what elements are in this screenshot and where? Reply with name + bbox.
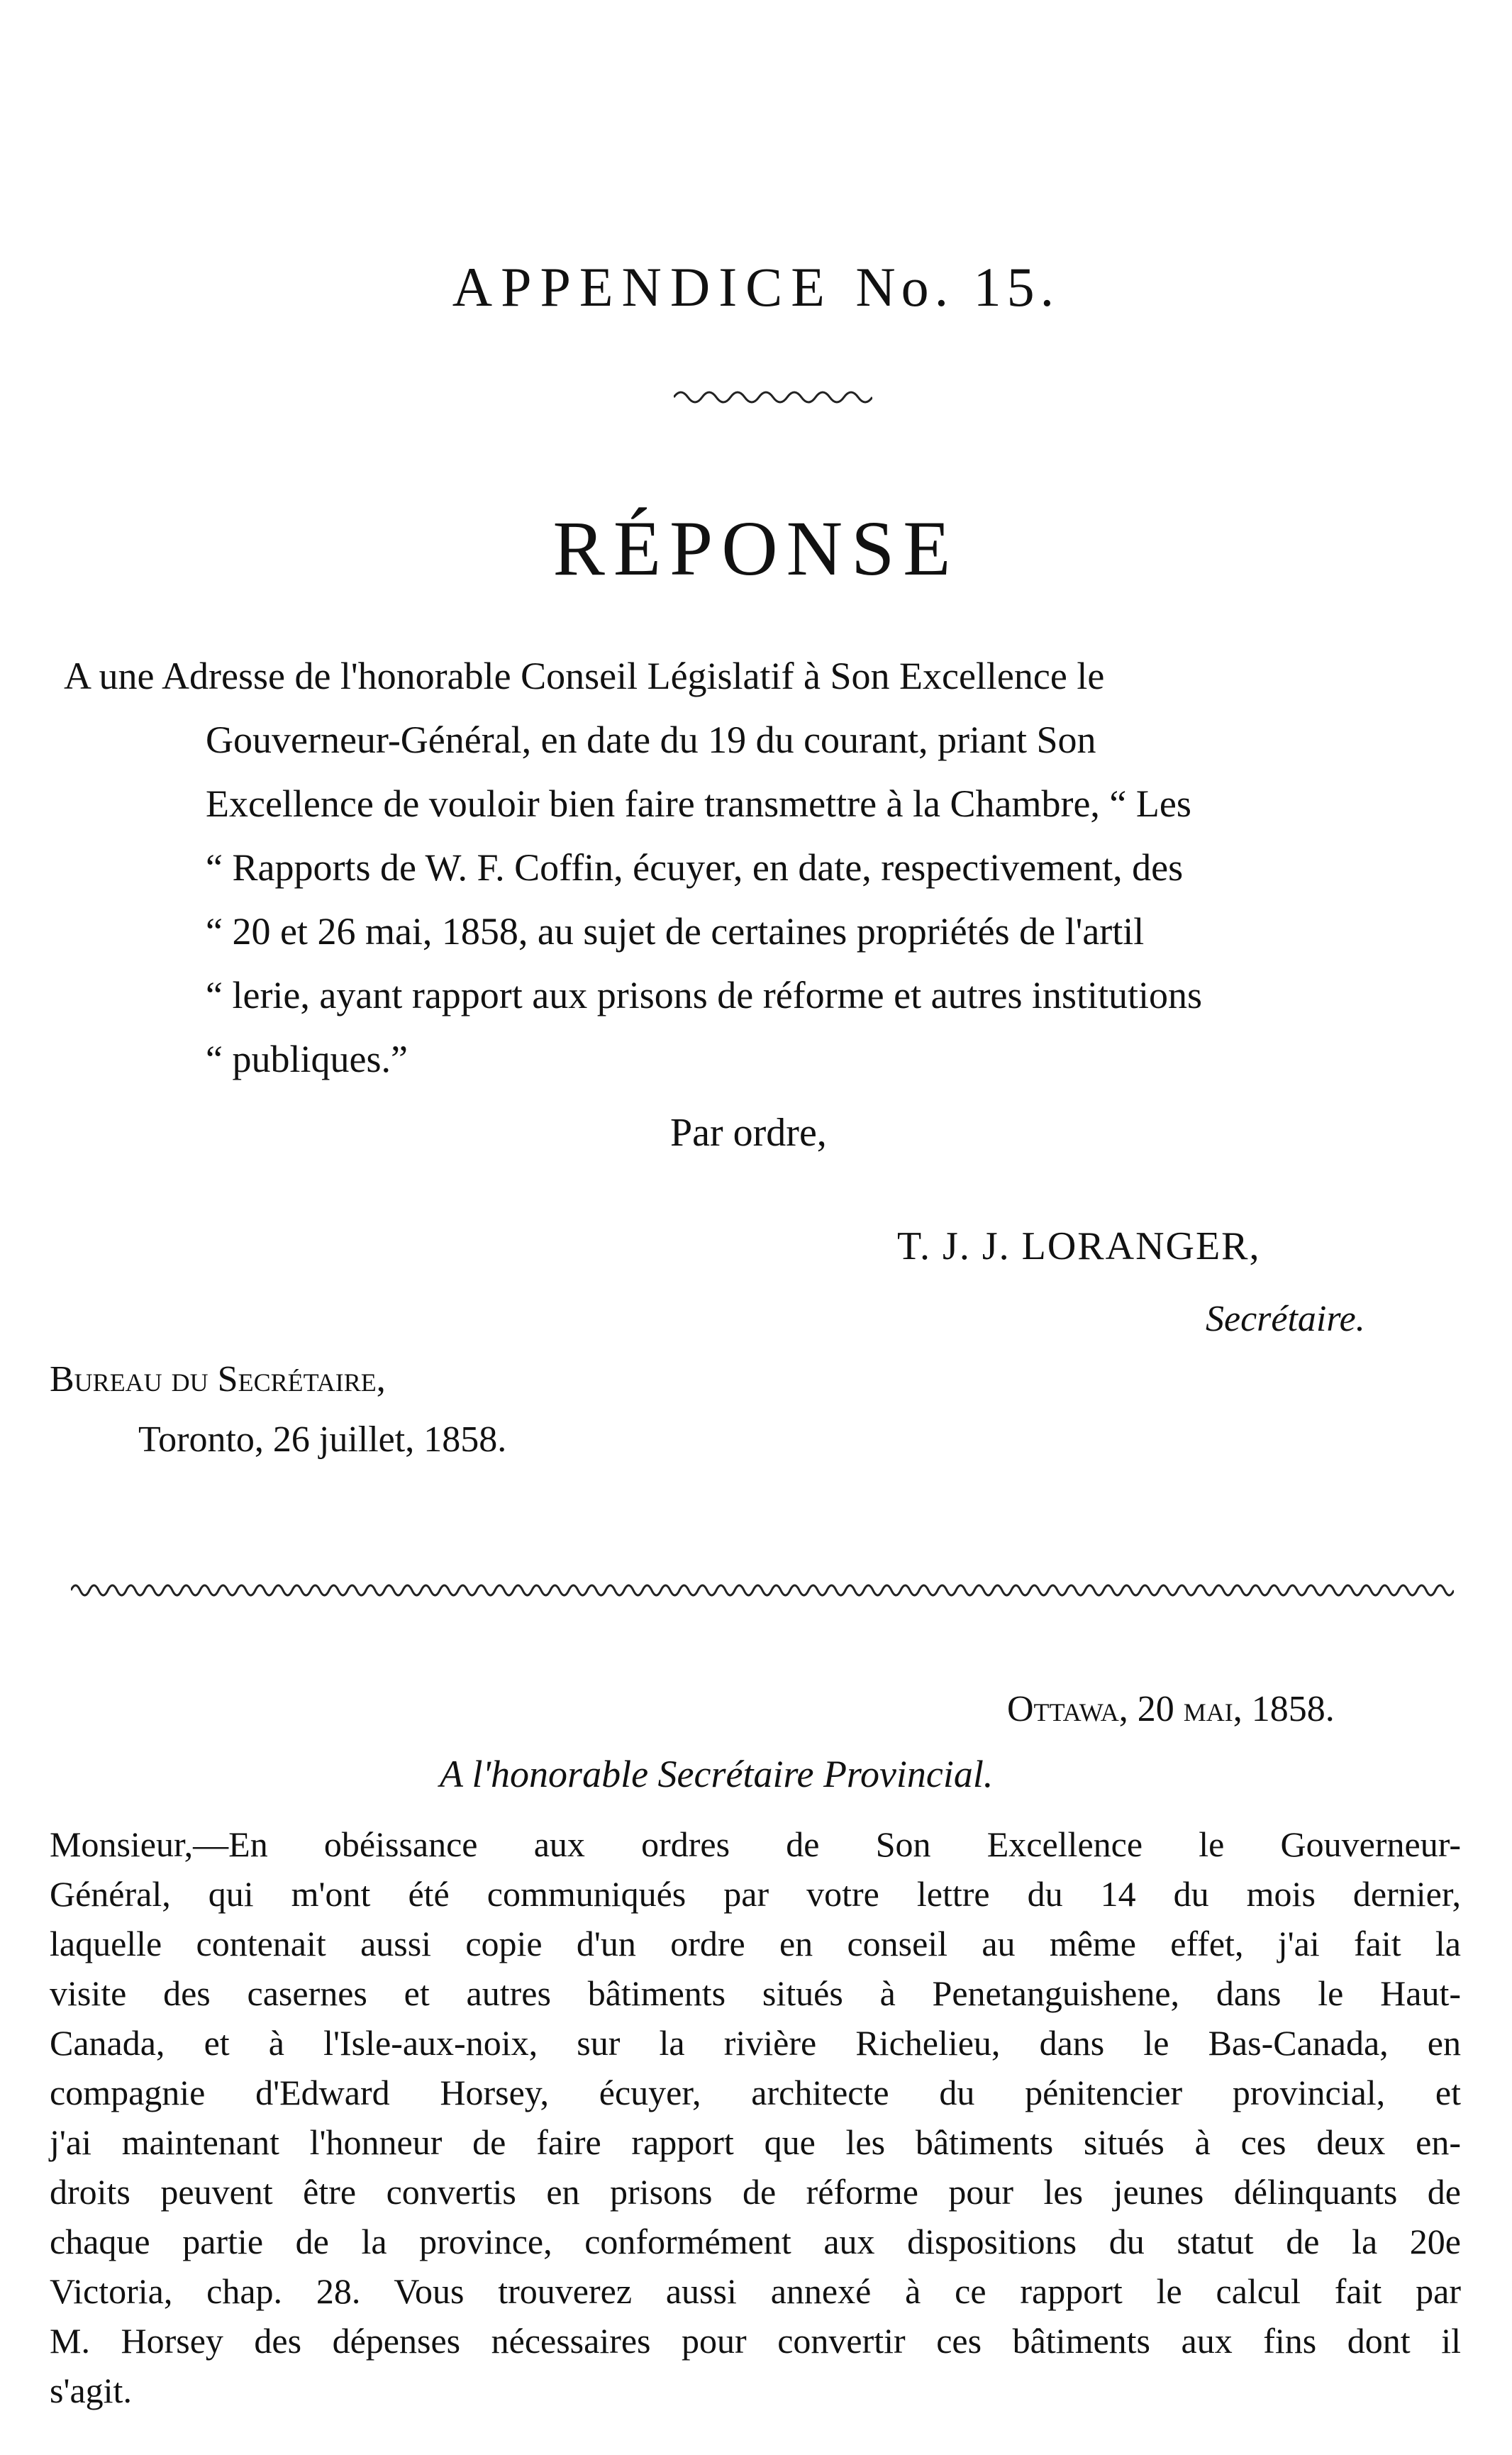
letter-line: Monsieur,—En obéissance aux ordres de Son Excellence le Gouverneur- [50, 1824, 1461, 1864]
page-title: RÉPONSE [552, 505, 960, 592]
letter-line: visite des casernes et autres bâtiments situés à Penetanguishene, dans le Haut- [50, 1973, 1461, 2013]
address-line: “ lerie, ayant rapport aux prisons de réforme et autres institutions [206, 974, 1203, 1016]
letter-line: s'agit. [50, 2371, 132, 2410]
letter-line: Général, qui m'ont été communiqués par votre lettre du 14 du mois dernier, [50, 1874, 1461, 1914]
letter-line: M. Horsey des dépenses nécessaires pour convertir ces bâtiments aux fins dont il [50, 2321, 1461, 2361]
letter-line: Canada, et à l'Isle-aux-noix, sur la rivière Richelieu, dans le Bas-Canada, en [50, 2023, 1461, 2063]
letter-line: laquelle contenait aussi copie d'un ordre en conseil au même effet, j'ai fait la [50, 1924, 1461, 1963]
bureau-place-date: Toronto, 26 juillet, 1858. [138, 1419, 507, 1460]
letter-line: j'ai maintenant l'honneur de faire rapport que les bâtiments situés à ces deux en- [50, 2122, 1461, 2162]
signer-name: T. J. J. LORANGER, [897, 1224, 1261, 1268]
letter-body [50, 1819, 1461, 2415]
address-line: “ Rapports de W. F. Coffin, écuyer, en date, respectivement, des [206, 846, 1184, 889]
appendix-number: No. 15. [855, 256, 1060, 318]
par-ordre: Par ordre, [670, 1111, 827, 1155]
address-line: “ 20 et 26 mai, 1858, au sujet de certaines propriétés de l'artil [206, 910, 1145, 953]
letter-place-date: Ottawa, 20 mai, 1858. [1007, 1689, 1335, 1729]
letter-addressee: A l'honorable Secrétaire Provincial. [440, 1753, 994, 1795]
letter-line: Victoria, chap. 28. Vous trouverez aussi annexé à ce rapport le calcul fait par [50, 2271, 1461, 2311]
address-paragraph [64, 644, 1468, 1091]
address-line: Excellence de vouloir bien faire transmettre à la Chambre, “ Les [206, 782, 1191, 825]
address-line: A une Adresse de l'honorable Conseil Législatif à Son Excellence le [64, 655, 1105, 697]
appendix-heading [0, 255, 1512, 319]
signer-title: Secrétaire. [1206, 1299, 1365, 1339]
appendix-label: APPENDICE [452, 256, 833, 318]
letter-line: compagnie d'Edward Horsey, écuyer, architecte du pénitencier provincial, et [50, 2073, 1461, 2112]
bureau-line: Bureau du Secrétaire, [50, 1359, 386, 1400]
ornament-rule-long [71, 1575, 1454, 1603]
letter-line: droits peuvent être convertis en prisons de réforme pour les jeunes délinquants de [50, 2172, 1461, 2212]
letter-line: chaque partie de la province, conformément aux dispositions du statut de la 20e [50, 2222, 1461, 2261]
ornament-rule-small [674, 383, 872, 404]
address-line: “ publiques.” [206, 1038, 408, 1080]
address-line: Gouverneur-Général, en date du 19 du courant, priant Son [206, 719, 1096, 761]
